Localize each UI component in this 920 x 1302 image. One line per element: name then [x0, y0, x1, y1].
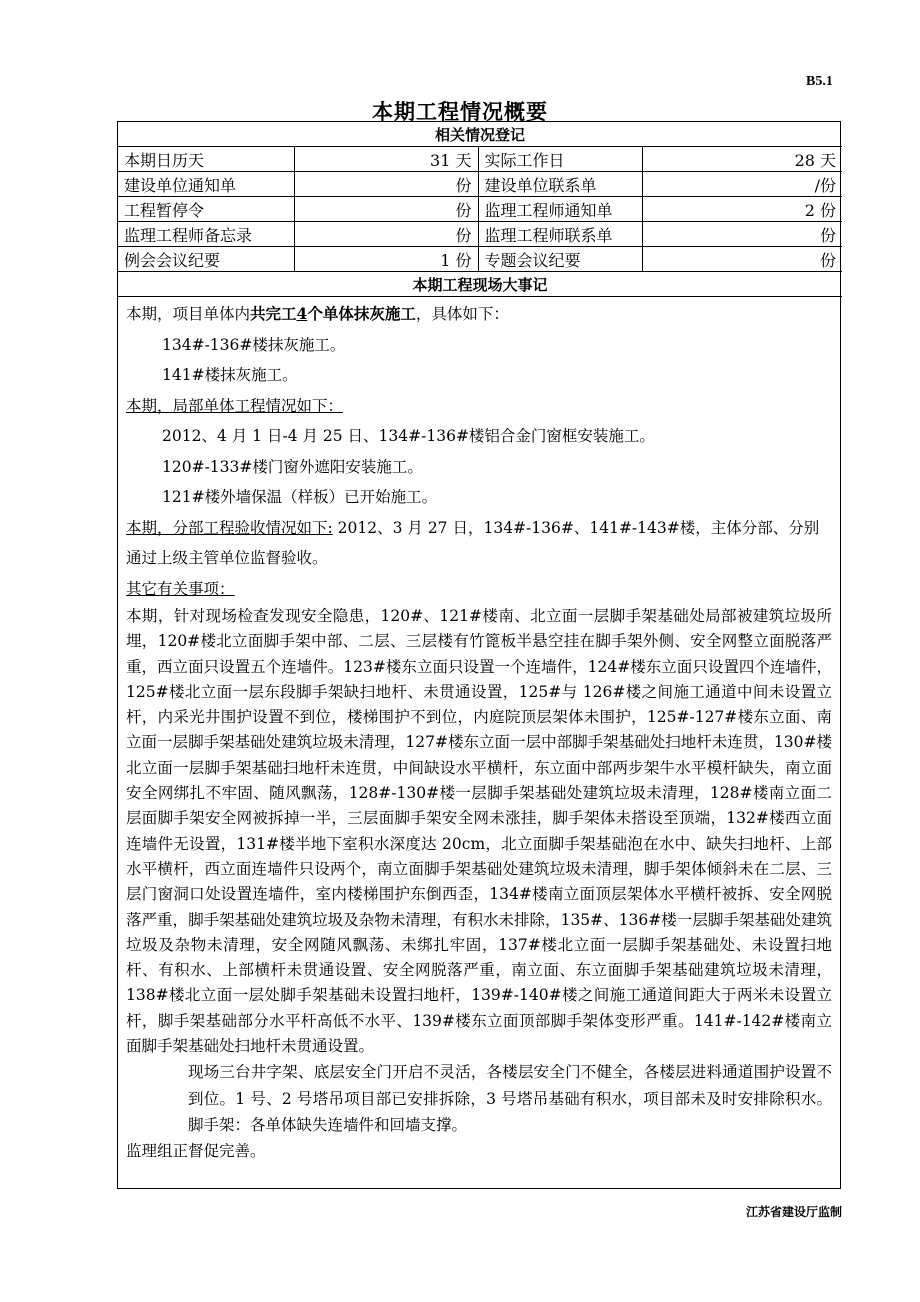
row-label-left: 例会会议纪要	[118, 247, 294, 272]
list-item: 121#楼外墙保温（样板）已开始施工。	[162, 488, 438, 506]
other-text: 本期，针对现场检查发现安全隐患，120#、121#楼南、北立面一层脚手架基础处局部被建筑垃圾所埋，120#楼北立面脚手架中部、二层、三层楼有竹篦板半悬空挂在脚手架外侧、安全网整立面脱落严重，西立面只设置五个连墙件。123#楼东立面只设置一个连墙件，124#楼东立面只设置四个连墙件，125#楼北立面一层东段脚手架缺扫地杆、未贯通设置，125#与 126#楼之间施工通道中间未设置立杆，内采光井围护设置不到位，楼梯围护不到位，内庭院顶层架体未围护，125#-127#楼东立面、南立面一层脚手架基础处建筑垃圾未清理，127#楼东立面一层中部脚手架基础处扫地杆未连贯，130#楼北立面一层脚手架基础扫地杆未连贯，中间缺设水平横杆，东立面中部两步架牛水平模杆缺失，南立面安全网绑扎不牢固、随风飘荡，128#-130#楼一层脚手架基础处建筑垃圾未清理，128#楼南立面二层面脚手架安全网被拆掉一半，三层面脚手架安全网未涨挂，脚手架体未搭设至顶端，132#楼西立面连墙件无设置，131#楼半地下室积水深度达 20cm，北立面脚手架基础泡在水中、缺失扫地杆、上部水平横杆，西立面连墙件只设两个，南立面脚手架基础处建筑垃圾未清理，脚手架体倾斜未在二层、三层门窗洞口处设置连墙件，室内楼梯围护东倒西歪，134#楼南立面顶层架体水平横杆被拆、安全网脱落严重，脚手架基础处建筑垃圾及杂物未清理，有积水未排除，135#、136#楼一层脚手架基础处建筑垃圾及杂物未清理，安全网随风飘荡、未绑扎牢固，137#楼北立面一层脚手架基础处、未设置扫地杆、有积水、上部横杆未贯通设置、安全网脱落严重，南立面、东立面脚手架基础建筑垃圾未清理，138#楼北立面一层处脚手架基础未设置扫地杆，139#-140#楼之间施工通道间距大于两米未设置立杆，脚手架基础部分水平杆高低不水平、139#楼东立面顶部脚手架体变形严重。141#-142#楼南立面脚手架基础处扫地杆未贯通设置。	[126, 607, 832, 1056]
row-label-right: 监理工程师联系单	[478, 222, 642, 247]
list-item: 134#-136#楼抹灰施工。	[162, 335, 346, 354]
events-section	[118, 297, 840, 1164]
row-value-left: 份	[294, 222, 478, 247]
row-value-left: 份	[294, 197, 478, 222]
row-label-left: 监理工程师备忘录	[118, 222, 294, 247]
row-label-left: 工程暂停令	[118, 197, 294, 222]
intro-bold-completed: 共完工	[250, 304, 297, 323]
row-label-right: 建设单位联系单	[478, 172, 642, 197]
acceptance-heading: 本期，分部工程验收情况如下:	[126, 518, 333, 537]
row-value-right: 份	[642, 247, 842, 272]
row-label-right: 监理工程师通知单	[478, 197, 642, 222]
row-value-left: 1 份	[294, 247, 478, 272]
row-label-left: 建设单位通知单	[118, 172, 294, 197]
intro-prefix: 本期，项目单体内	[126, 305, 251, 323]
acceptance-paragraph	[126, 513, 832, 574]
row-value-left: 31 天	[294, 147, 478, 172]
page-title: 本期工程情况概要	[372, 100, 548, 124]
table-row	[118, 197, 842, 222]
form-sheet	[117, 121, 841, 1189]
registration-table	[118, 122, 842, 297]
row-value-right: 2 份	[642, 197, 842, 222]
table-row	[118, 172, 842, 197]
intro-bold-plastering: 个单体抹灰施工	[307, 304, 416, 323]
row-value-left: 份	[294, 172, 478, 197]
events-header: 本期工程现场大事记	[118, 272, 842, 297]
list-item: 120#-133#楼门窗外遮阳安装施工。	[162, 457, 423, 476]
row-label-right: 实际工作日	[478, 147, 642, 172]
row-value-right: /份	[642, 172, 842, 197]
other-heading: 其它有关事项：	[126, 579, 235, 598]
form-code: B5.1	[806, 74, 833, 89]
footer-issuer: 江苏省建设厅监制	[745, 1205, 842, 1219]
intro-suffix: ，具体如下：	[415, 305, 509, 323]
partial-heading: 本期，局部单体工程情况如下：	[126, 396, 344, 415]
list-item: 2012、4 月 1 日-4 月 25 日、134#-136#楼铝合金门窗框安装施工。	[162, 427, 655, 445]
row-value-right: 28 天	[642, 147, 842, 172]
table-row	[118, 147, 842, 172]
row-label-left: 本期日历天	[118, 147, 294, 172]
other-text-2: 现场三台井字架、底层安全门开启不灵活，各楼层安全门不健全，各楼层进料通道围护设置不到位。1 号、2 号塔吊项目部已安排拆除，3 号塔吊基础有积水，项目部未及时安排除积水。脚手架：各单体缺失连墙件和回墙支撑。	[188, 1063, 832, 1135]
intro-count: 4	[296, 304, 308, 323]
events-intro	[126, 299, 832, 330]
registration-header: 相关情况登记	[118, 122, 842, 147]
acceptance-text: 2012、3 月 27 日，134#-136#、141#-143#楼，主体分部、分别通过上级主管单位监督验收。	[126, 518, 820, 567]
table-row	[118, 247, 842, 272]
list-item: 141#楼抹灰施工。	[162, 366, 298, 384]
closing-text: 监理组正督促完善。	[126, 1141, 266, 1160]
row-value-right: 份	[642, 222, 842, 247]
table-row	[118, 222, 842, 247]
row-label-right: 专题会议纪要	[478, 247, 642, 272]
